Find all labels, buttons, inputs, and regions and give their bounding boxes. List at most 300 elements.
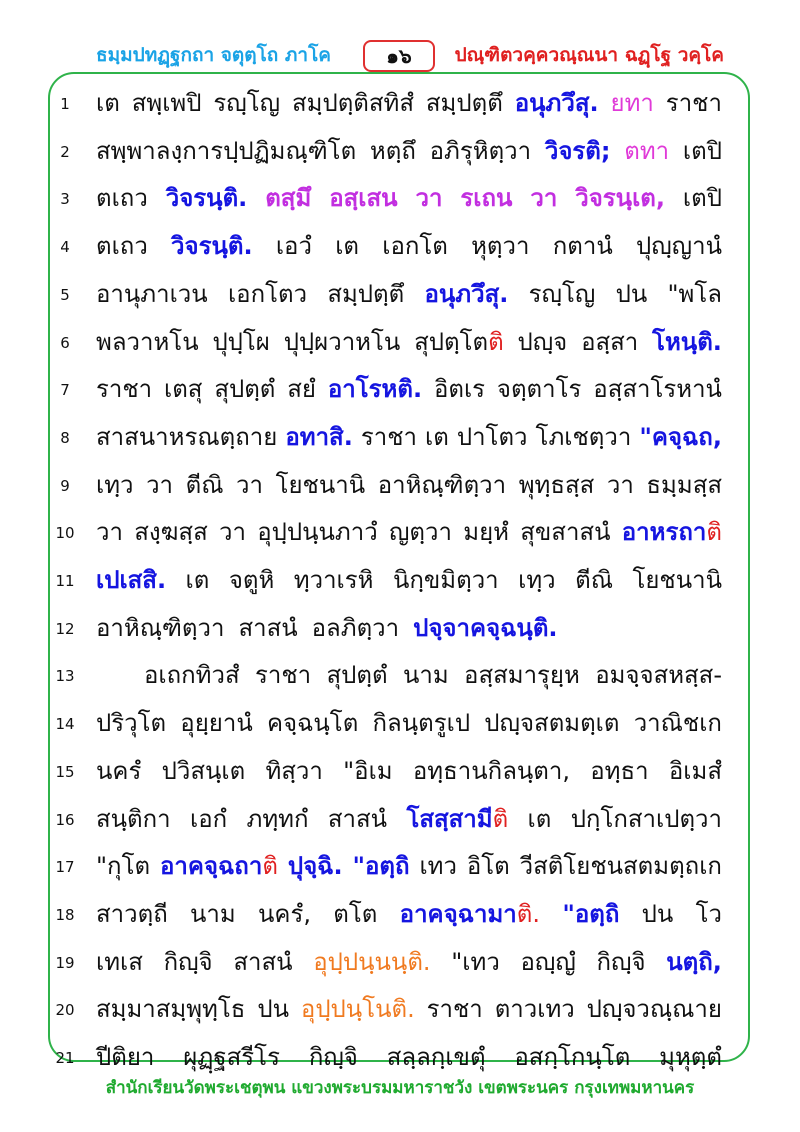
- word: [463, 512, 509, 551]
- word-text: ปีติยา: [96, 1043, 155, 1071]
- word: [518, 560, 556, 599]
- word: [294, 560, 374, 599]
- word-text: สาวตฺถี: [96, 900, 168, 928]
- word: [301, 989, 415, 1028]
- word: [96, 608, 224, 647]
- word: [389, 512, 452, 551]
- word: [424, 274, 508, 313]
- word: [190, 894, 236, 933]
- word-text: ตเถว: [96, 184, 148, 212]
- word: [361, 417, 417, 456]
- word: [313, 942, 430, 981]
- line-number: 21: [55, 1049, 75, 1067]
- word: [238, 608, 297, 647]
- word-text: สุปตฺโต: [414, 328, 489, 356]
- word-text: อุปฺปนฺนภาวํ: [257, 518, 378, 546]
- word: [413, 751, 570, 790]
- word: [343, 751, 392, 790]
- word: [284, 322, 401, 361]
- word: [536, 417, 632, 456]
- text-line: [96, 322, 722, 362]
- word-suffix: ติ.: [516, 900, 541, 928]
- word-text: เปเสสิ.: [96, 566, 167, 594]
- word-text: ตีณิ: [185, 471, 224, 499]
- word: [327, 274, 404, 313]
- word-text: อิเมสํ: [668, 757, 722, 785]
- word-text: โสสฺสามี: [406, 805, 493, 833]
- word: [419, 846, 457, 885]
- word-text: อเถกทิวสํ: [144, 661, 240, 689]
- word-text: "อิเม: [343, 757, 393, 785]
- word-text: วิจรนฺติ.: [171, 232, 253, 260]
- word: [667, 274, 721, 313]
- word-text: ปน: [641, 900, 674, 928]
- word: [186, 560, 210, 599]
- word-text: เต: [335, 232, 359, 260]
- word-text: เตสุ: [164, 375, 203, 403]
- word: [292, 83, 414, 122]
- word: [213, 83, 280, 122]
- word: [164, 369, 202, 408]
- word: [96, 226, 148, 265]
- word-text: สยํ: [287, 375, 316, 403]
- word-text: อาคจฺฉามา: [399, 900, 517, 928]
- word: [484, 703, 619, 742]
- word-text: ภทฺทกํ: [246, 805, 309, 833]
- word-text: "พโล: [667, 280, 722, 308]
- word: [521, 942, 576, 981]
- word-text: สาสนํ: [233, 948, 293, 976]
- word: [669, 751, 722, 790]
- word-text: สาสนํ: [327, 805, 388, 833]
- word-text: อมจฺจสหสฺส-: [595, 661, 722, 689]
- word-text: "อตฺถิ: [352, 852, 410, 880]
- word: [312, 608, 399, 647]
- word: [415, 178, 442, 217]
- word-text: สมฺปตฺตึ: [425, 89, 503, 117]
- word: [229, 560, 274, 599]
- word-text: กตานํ: [552, 232, 613, 260]
- word: [96, 512, 123, 551]
- word-text: ปน: [257, 995, 289, 1023]
- word-text: เทเส: [96, 948, 143, 976]
- word: [515, 83, 599, 122]
- word: [285, 417, 352, 456]
- word: [467, 846, 510, 885]
- word: [464, 655, 580, 694]
- word-text: "คจฺฉถ,: [639, 423, 722, 451]
- word-text: อทฺธา: [590, 757, 649, 785]
- word: [228, 274, 307, 313]
- word-text: ตโต: [333, 900, 378, 928]
- word: [519, 465, 595, 504]
- text-line: [96, 1037, 722, 1077]
- word-text: เอกโต: [382, 232, 448, 260]
- word: [553, 226, 613, 265]
- word-text: วา: [219, 518, 246, 546]
- word: [171, 226, 253, 265]
- line-number: 20: [55, 1001, 75, 1019]
- word: [96, 846, 150, 885]
- word: [696, 894, 722, 933]
- line-number: 13: [55, 667, 75, 685]
- word: [413, 608, 557, 647]
- text-line: [96, 560, 722, 600]
- word: [96, 703, 166, 742]
- word: [144, 655, 240, 694]
- word-text: วาณิชเก: [633, 709, 722, 737]
- word: [426, 83, 503, 122]
- word-text: อาหรถา: [621, 518, 707, 546]
- word-text: เอกํ: [190, 805, 228, 833]
- word-text: หตฺถึ: [369, 137, 416, 165]
- text-line: [96, 226, 722, 266]
- word-text: นตฺถิ,: [666, 948, 722, 976]
- word: [214, 369, 275, 408]
- word-text: ทิสฺวา: [265, 757, 323, 785]
- word: [562, 894, 619, 933]
- word: [495, 989, 575, 1028]
- text-line: [96, 608, 722, 648]
- word: [96, 178, 148, 217]
- word: [575, 560, 613, 599]
- word-text: อิโต: [466, 852, 510, 880]
- word: [597, 942, 646, 981]
- word-text: โว: [695, 900, 722, 928]
- word-text: โยชนานิ: [632, 566, 722, 594]
- word: [258, 894, 311, 933]
- word-text: สมฺปตฺตึ: [327, 280, 405, 308]
- word-text: เทฺว: [96, 471, 134, 499]
- word: [624, 131, 669, 170]
- line-number: 8: [60, 429, 70, 447]
- word: [288, 846, 343, 885]
- word-text: สลฺลกฺเขตุํ: [386, 1043, 486, 1071]
- word-text: สาสนํ: [238, 614, 298, 642]
- word-text: อาคจฺฉถา: [159, 852, 263, 880]
- line-number: 17: [55, 858, 75, 876]
- word-text: นครํ,: [258, 900, 311, 928]
- header-left-title: ธมฺมปทฏฺฐกถา จตุตฺโถ ภาโค: [96, 44, 332, 66]
- word-text: ปุปฺผวาหโน: [283, 328, 401, 356]
- word-text: ปน: [615, 280, 648, 308]
- word: [593, 369, 722, 408]
- word-text: สุปตฺตํ: [326, 661, 388, 689]
- word-text: วา: [530, 184, 558, 212]
- word-text: มุหุตฺตํ: [659, 1043, 722, 1071]
- word-text: โยชนานิ: [275, 471, 366, 499]
- word-text: เต: [185, 566, 210, 594]
- word: [639, 417, 722, 456]
- word-text: อญฺญํ: [520, 948, 576, 976]
- line-number: 14: [55, 715, 75, 733]
- word-text: ทฺวาเรหิ: [293, 566, 374, 594]
- word-text: สาสนาหรณตฺถาย: [96, 423, 278, 451]
- text-line: [96, 894, 722, 934]
- text-line: [96, 846, 722, 886]
- word: [333, 894, 377, 933]
- text-line: [96, 465, 722, 505]
- text-line: [96, 369, 722, 409]
- word-text: โหนฺติ.: [652, 328, 722, 356]
- word-text: ปญฺจวณฺณาย: [586, 995, 722, 1023]
- word: [581, 322, 638, 361]
- word-text: ปญฺจ: [517, 328, 568, 356]
- word-text: อสฺสา: [581, 328, 639, 356]
- word-text: วิจรนฺติ.: [165, 184, 248, 212]
- footer-institution: สำนักเรียนวัดพระเชตุพน แขวงพระบรมมหาราชวัง เขตพระนคร กรุงเทพมหานคร: [105, 1078, 695, 1098]
- word: [160, 846, 278, 885]
- word: [607, 465, 634, 504]
- word: [257, 512, 377, 551]
- word: [373, 703, 471, 742]
- word: [190, 799, 227, 838]
- word-suffix: ติ: [488, 328, 504, 356]
- word: [370, 131, 416, 170]
- word-text: อุปฺปนฺโนติ.: [300, 995, 415, 1023]
- word: [96, 417, 277, 456]
- text-line: [96, 942, 722, 982]
- line-number: 5: [60, 286, 70, 304]
- word-text: เตปิ: [682, 137, 722, 165]
- word-text: กิญฺจิ: [596, 948, 646, 976]
- word: [382, 226, 448, 265]
- word: [267, 703, 358, 742]
- word: [353, 846, 410, 885]
- page-number-badge: [363, 40, 435, 72]
- word: [425, 417, 449, 456]
- word-text: วีสติโยชนสตมตฺถเก: [519, 852, 722, 880]
- word-text: ราชา: [96, 375, 153, 403]
- word-text: ตีณิ: [575, 566, 613, 594]
- word-text: นาม: [190, 900, 236, 928]
- word: [616, 274, 648, 313]
- word-text: ผุฏฺฐสรีโร: [183, 1043, 280, 1071]
- word-text: เต: [96, 89, 120, 117]
- word-text: คจฺฉนฺโต: [266, 709, 359, 737]
- header-right-title: ปณฺฑิตวคฺควณฺณนา ฉฏฺโฐ วคฺโค: [454, 44, 724, 66]
- word-text: "กุโต: [96, 852, 151, 880]
- word: [646, 465, 722, 504]
- word-text: สุปตฺตํ: [214, 375, 276, 403]
- word: [96, 751, 141, 790]
- word: [309, 1037, 358, 1076]
- text-line: [144, 655, 722, 695]
- page-number: ๑๖: [386, 44, 412, 68]
- word: [634, 703, 722, 742]
- word: [587, 989, 722, 1028]
- word: [146, 465, 173, 504]
- word-text: เทฺว: [518, 566, 556, 594]
- word-text: วา: [146, 471, 174, 499]
- word-text: จตูหิ: [228, 566, 275, 594]
- word: [457, 417, 528, 456]
- word: [387, 1037, 486, 1076]
- word-text: อทาสิ.: [285, 423, 353, 451]
- word-text: รญฺโญ: [213, 89, 281, 117]
- line-number: 4: [60, 238, 70, 256]
- word-text: อลภิตฺวา: [311, 614, 400, 642]
- word: [652, 322, 722, 361]
- line-number: 9: [60, 477, 70, 495]
- word-text: อุปฺปนฺนนฺติ.: [313, 948, 431, 976]
- word: [96, 322, 199, 361]
- text-line: [96, 417, 722, 457]
- word-text: ราชา: [665, 89, 722, 117]
- word-text: เอวํ: [275, 232, 312, 260]
- word-text: อาหิณฺฑิตฺวา: [377, 471, 507, 499]
- word-text: ราชา: [426, 995, 483, 1023]
- word: [233, 942, 292, 981]
- word: [460, 178, 512, 217]
- word: [219, 512, 246, 551]
- word-text: เตปิ: [682, 184, 722, 212]
- word-text: อภิรุหิตฺวา: [429, 137, 532, 165]
- word: [186, 465, 224, 504]
- word: [328, 369, 422, 408]
- word-text: นิกฺขมิตฺวา: [392, 566, 499, 594]
- line-number: 16: [55, 811, 75, 829]
- word-text: ปุจฺฉิ.: [287, 852, 343, 880]
- line-number: 10: [55, 524, 75, 542]
- word: [529, 274, 596, 313]
- word-text: เอกโตว: [227, 280, 308, 308]
- text-line: [96, 703, 722, 743]
- word: [162, 751, 246, 790]
- word-text: ตาวเทว: [494, 995, 575, 1023]
- word: [247, 799, 309, 838]
- word-text: อนุภวึสุ.: [424, 280, 509, 308]
- word: [451, 942, 500, 981]
- word: [520, 846, 722, 885]
- text-line: [96, 178, 722, 218]
- word: [378, 465, 506, 504]
- word: [430, 131, 531, 170]
- word: [335, 226, 359, 265]
- word-text: สมฺปตฺติสทิสํ: [291, 89, 414, 117]
- word: [393, 560, 499, 599]
- word-text: ปริวุโต: [96, 709, 167, 737]
- word: [427, 989, 483, 1028]
- word-text: ปุปฺโผ: [212, 328, 270, 356]
- word-text: อนุภวึสุ.: [514, 89, 599, 117]
- word-text: "เทว: [451, 948, 500, 976]
- word: [276, 465, 366, 504]
- word: [636, 226, 722, 265]
- word-text: อิตเร: [433, 375, 486, 403]
- word: [595, 655, 722, 694]
- word-text: นครํ: [96, 757, 142, 785]
- word: [236, 465, 263, 504]
- word: [287, 369, 316, 408]
- word: [497, 369, 582, 408]
- word: [666, 83, 722, 122]
- line-number: 3: [60, 190, 70, 208]
- word: [96, 989, 245, 1028]
- word: [276, 226, 312, 265]
- word-text: อุยฺยานํ: [180, 709, 253, 737]
- word: [590, 751, 648, 790]
- word-text: กิญฺจิ: [163, 948, 213, 976]
- line-number: 1: [60, 95, 70, 113]
- text-line: [96, 751, 722, 791]
- word-text: วา: [606, 471, 634, 499]
- word: [528, 799, 552, 838]
- word: [520, 512, 610, 551]
- word: [571, 799, 722, 838]
- word: [518, 322, 568, 361]
- word: [414, 322, 504, 361]
- line-number: 19: [55, 954, 75, 972]
- word-text: วา: [415, 184, 443, 212]
- line-number: 2: [60, 143, 70, 161]
- word: [666, 942, 722, 981]
- word-text: เทว: [419, 852, 457, 880]
- word-text: พุทฺธสฺส: [518, 471, 595, 499]
- word: [96, 1037, 154, 1076]
- word: [659, 1037, 722, 1076]
- word-text: สมฺมาสมฺพุทฺโธ: [96, 995, 246, 1023]
- word: [329, 178, 397, 217]
- text-line: [96, 512, 722, 552]
- word: [327, 655, 388, 694]
- word-text: วิจรนฺเต,: [575, 184, 665, 212]
- word-text: กิญฺจิ: [308, 1043, 358, 1071]
- word: [622, 512, 722, 551]
- word-text: อสฺสาโรหานํ: [593, 375, 722, 403]
- word-suffix: ติ: [492, 805, 509, 833]
- word-text: ญตฺวา: [388, 518, 452, 546]
- word-text: สนฺติกา: [96, 805, 171, 833]
- line-number: 18: [55, 906, 75, 924]
- word-text: อาโรหติ.: [327, 375, 423, 403]
- word: [265, 178, 311, 217]
- word-text: หุตฺวา: [471, 232, 530, 260]
- word: [96, 799, 171, 838]
- word: [265, 751, 322, 790]
- word-text: วา: [96, 518, 123, 546]
- word-text: ปุญฺญานํ: [635, 232, 722, 260]
- word: [96, 894, 168, 933]
- word: [96, 560, 166, 599]
- word-text: อานุภาเวน: [96, 280, 208, 308]
- line-number: 7: [60, 381, 70, 399]
- word: [96, 274, 208, 313]
- word-text: เต: [527, 805, 552, 833]
- word-text: สุขสาสนํ: [520, 518, 611, 546]
- word-text: ตเถว: [96, 232, 148, 260]
- word: [575, 178, 665, 217]
- word: [530, 178, 557, 217]
- word-text: อทฺธานกิลนฺตา,: [412, 757, 570, 785]
- word-text: ตสฺมึ: [265, 184, 312, 212]
- line-number: 6: [60, 334, 70, 352]
- word-text: ปจฺจาคจฺฉนฺติ.: [413, 614, 558, 642]
- word-text: อสกฺโกนฺโต: [514, 1043, 631, 1071]
- word: [642, 894, 674, 933]
- word: [166, 178, 248, 217]
- word-text: กิลนฺตรูเป: [372, 709, 471, 737]
- word-text: เต: [425, 423, 449, 451]
- word: [132, 83, 202, 122]
- word: [96, 369, 152, 408]
- text-line: [96, 274, 722, 314]
- word-text: ราชา: [360, 423, 417, 451]
- word-text: วิจรติ;: [544, 137, 611, 165]
- text-line: [96, 83, 722, 123]
- word: [255, 655, 311, 694]
- word: [406, 799, 508, 838]
